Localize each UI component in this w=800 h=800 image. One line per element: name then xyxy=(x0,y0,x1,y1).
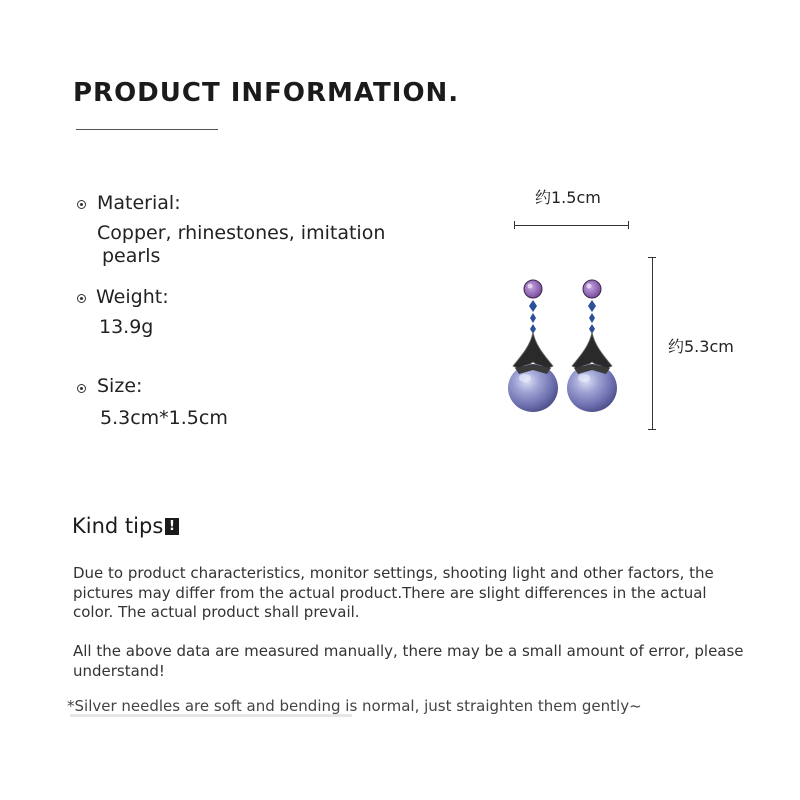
height-dimension-label: 约5.3cm xyxy=(668,337,734,356)
tips-paragraph-2-line: understand! xyxy=(73,661,165,680)
silver-needle-note: *Silver needles are soft and bending is normal, just straighten them gently~ xyxy=(67,697,642,715)
title-underline xyxy=(76,129,218,130)
size-label: Size: xyxy=(97,375,143,397)
exclamation-icon: ! xyxy=(165,518,179,535)
height-dimension-line xyxy=(652,257,653,430)
bullet-icon xyxy=(77,294,86,303)
bullet-icon xyxy=(77,200,86,209)
tips-paragraph-2 xyxy=(73,642,753,681)
right-earring xyxy=(567,280,617,412)
material-value-line1: Copper, rhinestones, imitation xyxy=(97,222,386,244)
tips-paragraph-1 xyxy=(73,564,753,623)
bullet-icon xyxy=(77,384,86,393)
kind-tips-title: Kind tips xyxy=(72,514,164,538)
width-dimension-tick-left xyxy=(514,221,515,229)
product-image-earrings xyxy=(495,270,635,420)
width-dimension-line xyxy=(514,225,629,226)
left-earring xyxy=(508,280,558,412)
height-dimension-tick-top xyxy=(648,257,656,258)
weight-label: Weight: xyxy=(96,286,169,308)
width-dimension-label: 约1.5cm xyxy=(535,188,601,207)
page-title: PRODUCT INFORMATION. xyxy=(73,78,460,108)
tips-paragraph-1-line: color. The actual product shall prevail. xyxy=(73,603,360,621)
size-value: 5.3cm*1.5cm xyxy=(100,407,228,429)
height-dimension-tick-bottom xyxy=(648,429,656,430)
material-value-line2: pearls xyxy=(102,245,161,267)
tips-paragraph-2-line: All the above data are measured manually, there may be a small amount of error, please xyxy=(73,642,744,660)
width-dimension-tick-right xyxy=(628,221,629,229)
material-label: Material: xyxy=(97,192,181,214)
tips-paragraph-1-line: Due to product characteristics, monitor settings, shooting light and other factors, the xyxy=(73,564,714,582)
weight-value: 13.9g xyxy=(99,316,154,338)
tips-paragraph-1-line: pictures may differ from the actual product.There are slight differences in the actual xyxy=(73,583,707,602)
